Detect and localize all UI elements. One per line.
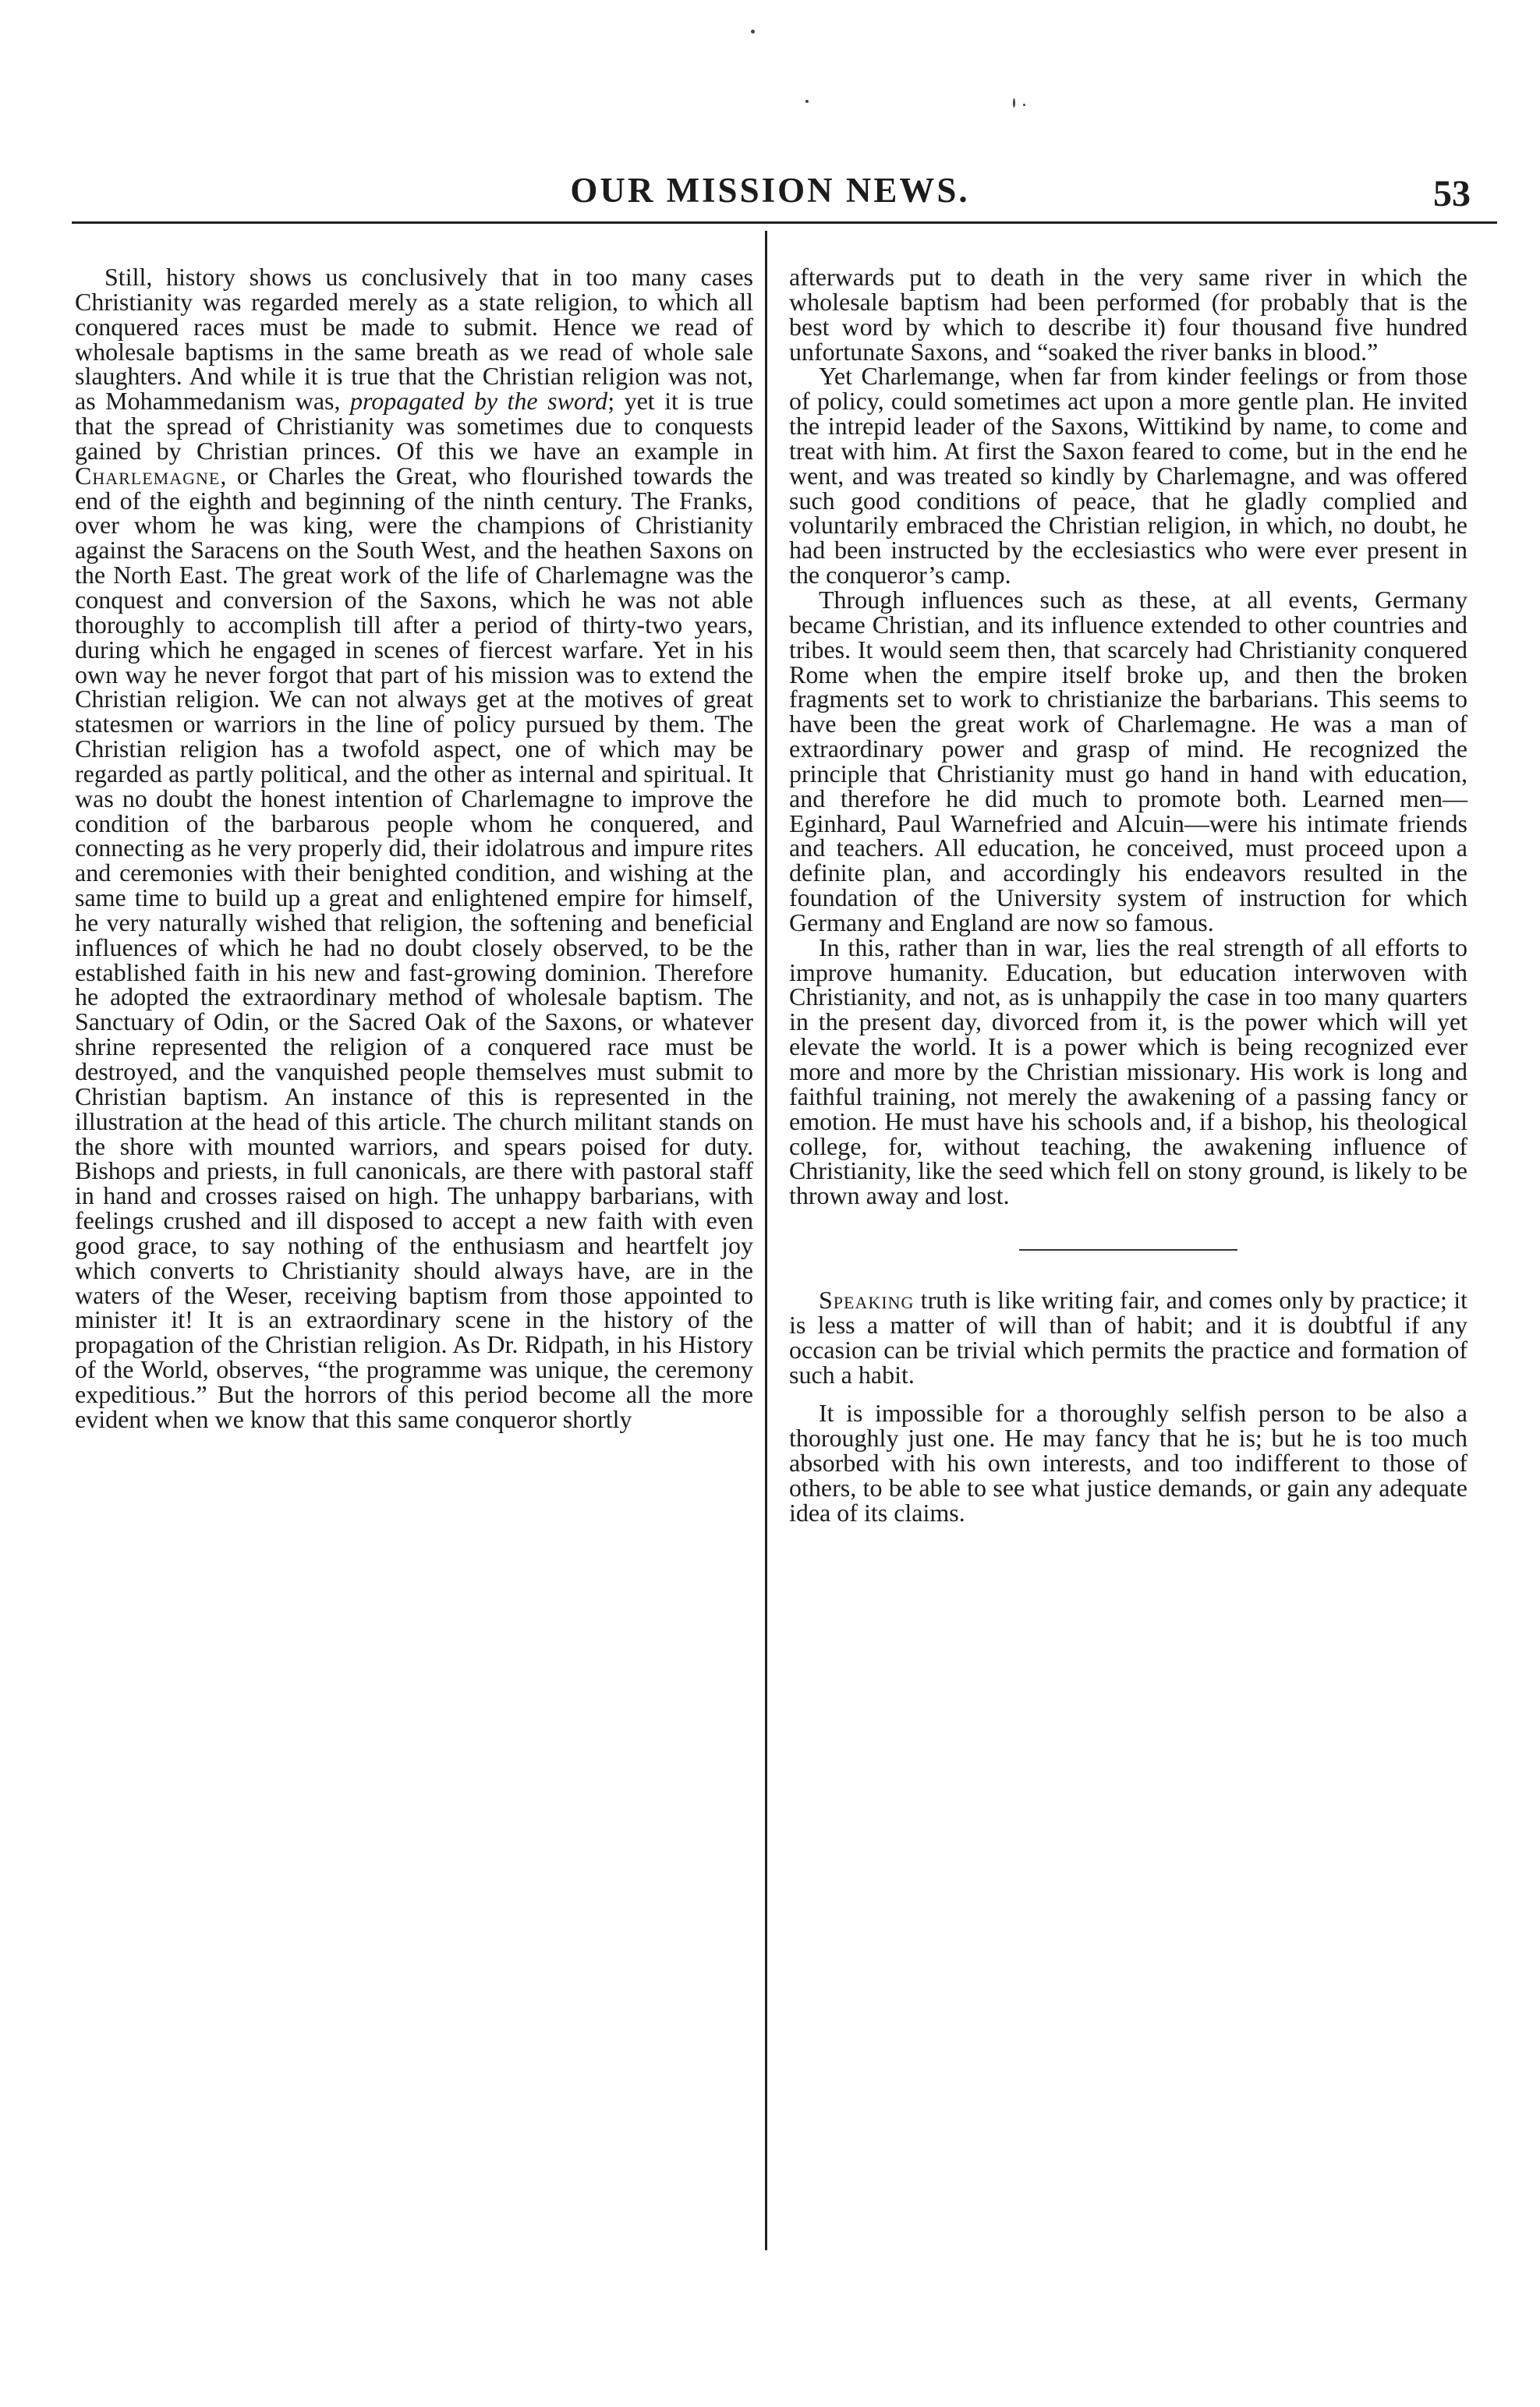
article-paragraph [75, 265, 753, 1432]
filler-paragraph: It is impossible for a thoroughly selfish person to be also a thoroughly just one. He may fancy that he is; but he is too much absorbed with his own interests, and too indifferent to those of others, to be able to see what justice demands, or gain any adequate idea of its claims. [789, 1399, 1467, 1527]
header-rule [72, 221, 1497, 224]
article-paragraph: Through influences such as these, at all events, Germany became Christian, and its influence extended to other countries and tribes. It would seem then, that scarcely had Christianity conquered Rome when the empire itself broke up, and then the broken fragments set to work to christianize the barbarians. This seems to have been the great work of Charlemagne. He was a man of extraordinary power and grasp of mind. He recognized the principle that Christianity must go hand in hand with education, and therefore he did much to promote both. Learned men—Eginhard, Paul Warnefried and Alcuin—were his intimate friends and teachers. All education, he conceived, must proceed upon a definite plan, and accordingly his endeavors resulted in the foundation of the University system of instruction for which Germany and England are now so famous. [789, 585, 1467, 936]
filler-paragraph [789, 1288, 1467, 1387]
column-divider [765, 231, 767, 2250]
paragraph-text: Still, history shows us conclusively that in too many cases Christianity was regarded merely as a state religion, to which all conquered races must be made to submit. Hence we read of wholesale baptisms in the same breath as we read of whole sale slaughters. And while it is true that the Christian religion was not, as Mohammedanism was, [75, 263, 753, 416]
italic-phrase: propagated by the sword [349, 387, 608, 416]
paragraph-text: truth is like writing fair, and comes only by practice; it is less a matter of will than of habit; and it is doubtful if any occasion can be trivial which permits the practice and formation of such a habit. [789, 1286, 1467, 1389]
paragraph-text: ; yet it is true that the spread of Christianity was sometimes due to conquests gained by Christian princes. Of this we have an example in [75, 387, 754, 465]
print-speck [805, 100, 809, 103]
article-paragraph: In this, rather than in war, lies the real strength of all efforts to improve humanity. Education, but education interwoven with Christianity, and not, as is unhappily the case in too many quarters in the present day, divorced from it, is the power which will yet elevate the world. It is a power which is being recognized ever more and more by the Christian missionary. His work is long and faithful training, not merely the awakening of a passing fancy or emotion. He must have his schools and, if a bishop, his theological college, for, without teaching, the awakening influence of Christianity, like the seed which fell on stony ground, is likely to be thrown away and lost. [789, 933, 1467, 1210]
paragraph-text: , or Charles the Great, who flourished towards the end of the eighth and beginning of the ninth century. The Franks, over whom he was king, were the champions of Christianity against the Saracens on the South West, and the heathen Saxons on the North East. The great work of the life of Charlemagne was the conquest and conversion of the Saxons, which he was not able thoroughly to accomplish till after a period of thirty-two years, during which he engaged in scenes of fiercest warfare. Yet in his own way he never forgot that part of his mission was to extend the Christian religion. We can not always get at the motives of great statesmen or warriors in the line of policy pursued by them. The Christian religion has a twofold aspect, one of which may be regarded as partly political, and the other as internal and spiritual. It was no doubt the honest intention of Charlemagne to improve the condition of the barbarous people whom he conquered, and connecting as he very properly did, their idolatrous and impure rites and ceremonies with their benighted condition, and wishing at the same time to build up a great and enlightened empire for himself, he very naturally wished that religion, the softening and beneficial influences of which he had no doubt closely observed, to be the established faith in his new and fast-growing dominion. Therefore he adopted the extraordinary method of wholesale baptism. The Sanctuary of Odin, or the Sacred Oak of the Saxons, or whatever shrine represented the religion of a conquered race must be destroyed, and the vanquished people themselves must submit to Christian baptism. An instance of this is represented in the illustration at the head of this article. The church militant stands on the shore with mounted warriors, and spears poised for duty. Bishops and priests, in full canonicals, are there with pastoral staff in hand and crosses raised on high. The unhappy barbarians, with feelings crushed and ill disposed to accept a new faith with even good grace, to say nothing of the enthusiasm and heartfelt joy which converts to Christianity should always have, are in the waters of the Weser, receiving baptism from those appointed to minister it! It is an extraordinary scene in the history of the propagation of the Christian religion. As Dr. Ridpath, in his History of the World, observes, “the programme was unique, the ceremony expeditious.” But the horrors of this period become all the more evident when we know that this same conqueror shortly [75, 461, 753, 1433]
print-speck [1023, 104, 1025, 106]
small-caps-lead: Speaking [819, 1286, 915, 1315]
print-speck [751, 30, 755, 34]
left-column [75, 265, 753, 1432]
right-column [789, 265, 1467, 1526]
article-paragraph-continued: afterwards put to death in the very same river in which the wholesale baptism had been performed (for probably that is the best word by which to describe it) four thousand five hundred unfortunate Saxons, and “soaked the river banks in blood.” [789, 263, 1467, 366]
section-divider [1019, 1249, 1237, 1251]
print-speck [1013, 98, 1015, 108]
page-header-title: OUR MISSION NEWS. [570, 171, 970, 210]
small-caps-name: Charlemagne [75, 461, 221, 490]
article-paragraph: Yet Charlemange, when far from kinder feelings or from those of policy, could sometimes act upon a more gentle plan. He invited the intrepid leader of the Saxons, Wittikind by name, to come and treat with him. At first the Saxon feared to come, but in the end he went, and was treated so kindly by Charlemagne, and was offered such good conditions of peace, that he gladly complied and voluntarily embraced the Christian religion, in which, no doubt, he had been instructed by the ecclesiastics who were ever present in the conqueror’s camp. [789, 362, 1467, 589]
page-number: 53 [1433, 173, 1471, 214]
